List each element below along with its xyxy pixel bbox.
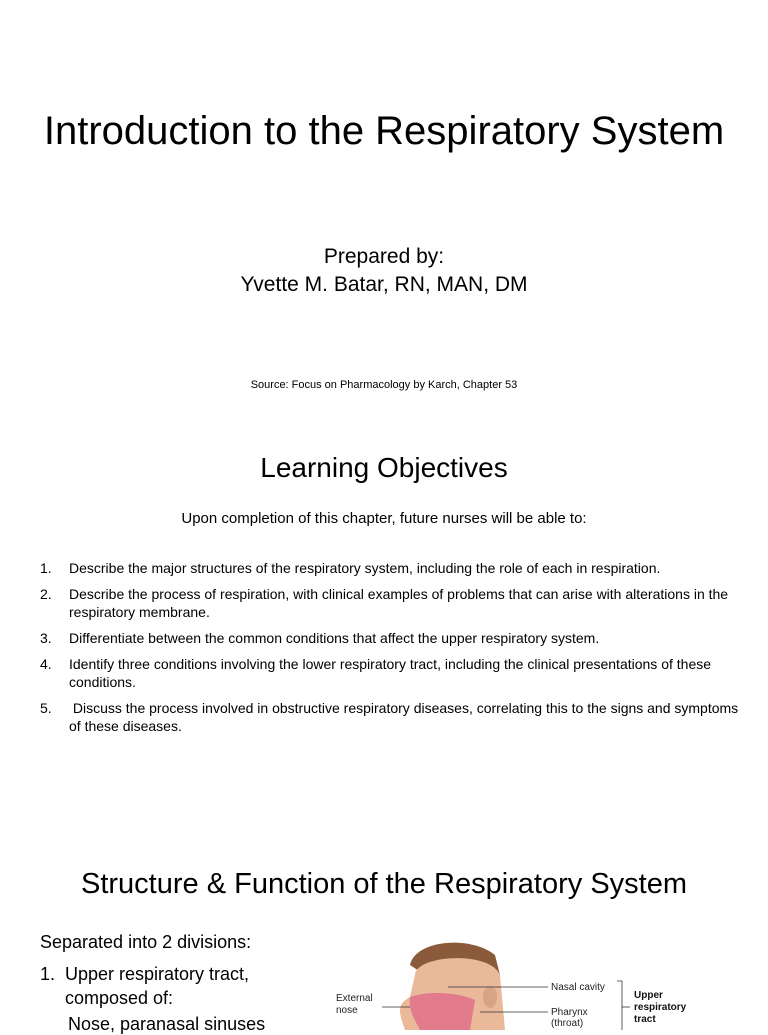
- page-title: Introduction to the Respiratory System: [43, 109, 725, 153]
- item-text: Identify three conditions involving the lower respiratory tract, including the clinical presentations of these conditions.: [69, 656, 712, 690]
- pharynx-label-1: Pharynx: [551, 1007, 588, 1018]
- prepared-by-label: Prepared by:: [323, 245, 445, 268]
- upper-tract-bracket: [617, 981, 622, 1030]
- list-item: [40, 655, 740, 691]
- list-item: [40, 699, 743, 735]
- external-nose-label-1: External: [336, 993, 373, 1004]
- structure-function-heading: Structure & Function of the Respiratory System: [80, 868, 688, 900]
- item-number: 1.: [40, 560, 52, 576]
- item-number: 2.: [40, 586, 52, 602]
- item-number: 3.: [40, 630, 52, 646]
- item-number: 1.: [40, 964, 56, 984]
- respiratory-diagram: [330, 935, 710, 1030]
- list-item: [40, 559, 740, 577]
- nasal-cavity-label: Nasal cavity: [551, 982, 605, 993]
- learning-objectives-heading: Learning Objectives: [260, 452, 508, 483]
- divisions-intro: Separated into 2 divisions:: [40, 932, 252, 952]
- learning-objectives-intro: Upon completion of this chapter, future nurses will be able to:: [181, 510, 587, 527]
- upper-tract-label-1: Upper: [634, 990, 663, 1001]
- item-text: Upper respiratory tract, composed of:: [65, 964, 250, 1008]
- nasal-cavity-shape: [410, 993, 475, 1030]
- prepared-by-block: [0, 243, 768, 299]
- list-item: [40, 585, 740, 621]
- ear-shape: [483, 986, 497, 1008]
- upper-tract-label-2: respiratory: [634, 1002, 687, 1013]
- upper-tract-item: [40, 962, 290, 1010]
- item-text: Describe the major structures of the respiratory system, including the role of each in respiration.: [69, 560, 661, 576]
- upper-tract-label-3: tract: [634, 1014, 656, 1025]
- item-number: 4.: [40, 656, 52, 672]
- author-name: Yvette M. Batar, RN, MAN, DM: [240, 273, 528, 296]
- objectives-list: [40, 559, 743, 743]
- external-nose-label-2: nose: [336, 1005, 358, 1016]
- item-text: Describe the process of respiration, with clinical examples of problems that can arise with alterations in the respiratory membrane.: [69, 586, 729, 620]
- pharynx-label-2: (throat): [551, 1018, 584, 1029]
- nose-sinuses-line: Nose, paranasal sinuses: [68, 1014, 266, 1034]
- item-text: Discuss the process involved in obstructive respiratory diseases, correlating this to the signs and symptoms of these diseases.: [69, 700, 743, 734]
- item-text: Differentiate between the common conditions that affect the upper respiratory system.: [69, 630, 600, 646]
- source-citation: Source: Focus on Pharmacology by Karch, Chapter 53: [250, 379, 518, 391]
- item-number: 5.: [40, 700, 52, 716]
- list-item: [40, 629, 740, 647]
